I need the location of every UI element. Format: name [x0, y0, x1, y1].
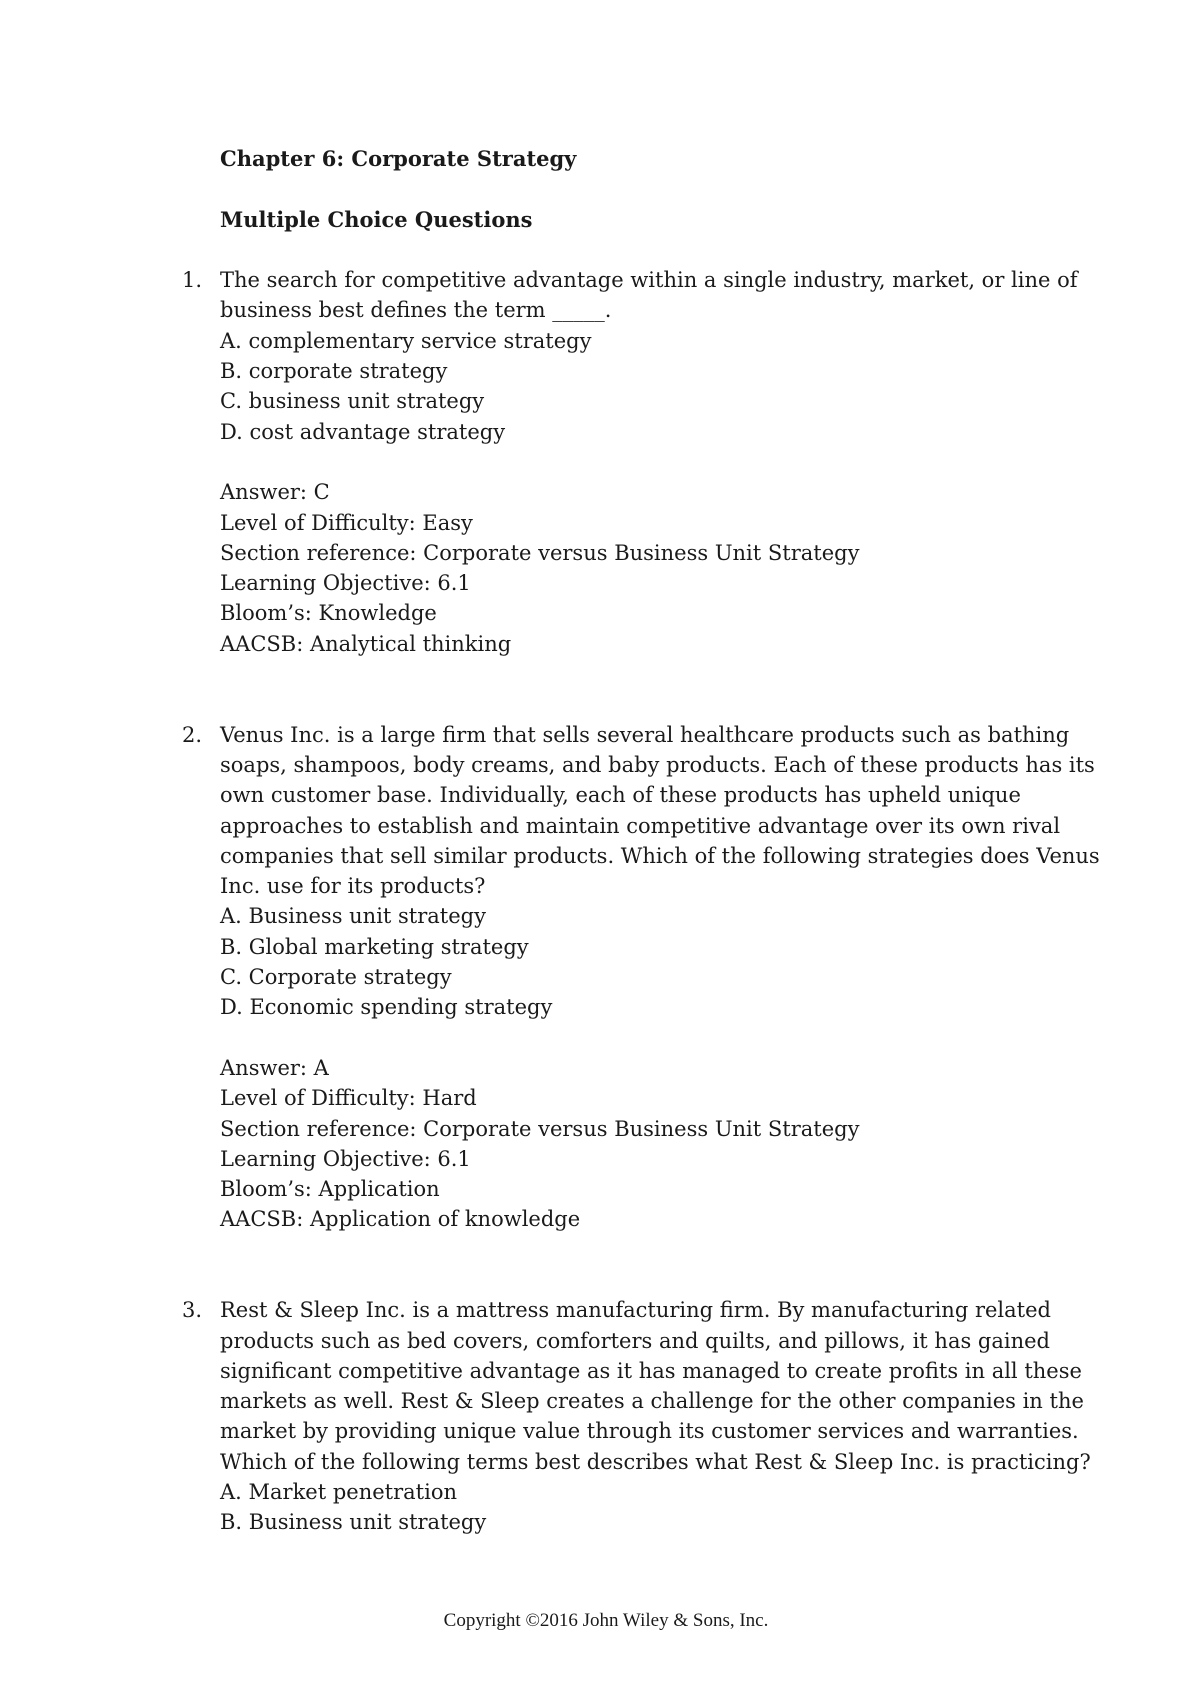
difficulty: Level of Difficulty: Easy — [220, 510, 473, 535]
document-body — [182, 144, 1100, 1538]
chapter-title: Chapter 6: Corporate Strategy — [220, 146, 577, 171]
option-list — [220, 1477, 1100, 1538]
answer: Answer: C — [220, 480, 330, 505]
option-d: D. cost advantage strategy — [220, 419, 506, 444]
blooms: Bloom’s: Application — [220, 1177, 440, 1202]
section-reference: Section reference: Corporate versus Business Unit Strategy — [220, 1116, 860, 1141]
option-list — [220, 901, 1100, 1022]
question-text: Venus Inc. is a large firm that sells several healthcare products such as bathing soaps, shampoos, body creams, and baby products. Each of these products has its own customer base. Individually, each of these products has upheld unique approaches to establish and maintain competitive advantage over its own rival companies that sell similar products. Which of the following strategies does Venus Inc. use for its products? — [220, 722, 1100, 899]
option-a: A. complementary service strategy — [220, 328, 592, 353]
option-a: A. Market penetration — [220, 1480, 457, 1505]
option-a: A. Business unit strategy — [220, 904, 486, 929]
option-b: B. corporate strategy — [220, 359, 448, 384]
learning-objective: Learning Objective: 6.1 — [220, 571, 471, 596]
option-d: D. Economic spending strategy — [220, 995, 553, 1020]
question-2 — [182, 720, 1100, 1235]
answer: Answer: A — [220, 1055, 329, 1080]
question-number: 3. — [182, 1298, 203, 1323]
option-c: C. business unit strategy — [220, 389, 485, 414]
question-number: 2. — [182, 722, 203, 747]
difficulty: Level of Difficulty: Hard — [220, 1086, 477, 1111]
question-number: 1. — [182, 268, 203, 293]
question-3 — [182, 1295, 1100, 1537]
section-title: Multiple Choice Questions — [220, 206, 533, 232]
copyright-footer — [0, 1610, 1200, 1632]
option-c: C. Corporate strategy — [220, 965, 452, 990]
answer-metadata — [220, 1053, 1100, 1235]
answer-metadata — [220, 477, 1100, 659]
option-list — [220, 326, 1100, 447]
copyright-text: Copyright ©2016 John Wiley & Sons, Inc. — [443, 1610, 769, 1631]
question-text: The search for competitive advantage within a single industry, market, or line of business best defines the term _____. — [220, 268, 1078, 323]
aacsb: AACSB: Application of knowledge — [220, 1207, 581, 1232]
blooms: Bloom’s: Knowledge — [220, 601, 437, 626]
question-text: Rest & Sleep Inc. is a mattress manufacturing firm. By manufacturing related products such as bed covers, comforters and quilts, and pillows, it has gained significant competitive advantage as it has managed to create profits in all these markets as well. Rest & Sleep creates a challenge for the other companies in the market by providing unique value through its customer services and warranties. Which of the following terms best describes what Rest & Sleep Inc. is practicing? — [220, 1298, 1091, 1474]
aacsb: AACSB: Analytical thinking — [220, 631, 512, 656]
section-reference: Section reference: Corporate versus Business Unit Strategy — [220, 540, 860, 565]
option-b: B. Global marketing strategy — [220, 934, 529, 959]
option-b: B. Business unit strategy — [220, 1510, 487, 1535]
question-1 — [182, 265, 1100, 659]
learning-objective: Learning Objective: 6.1 — [220, 1146, 471, 1171]
